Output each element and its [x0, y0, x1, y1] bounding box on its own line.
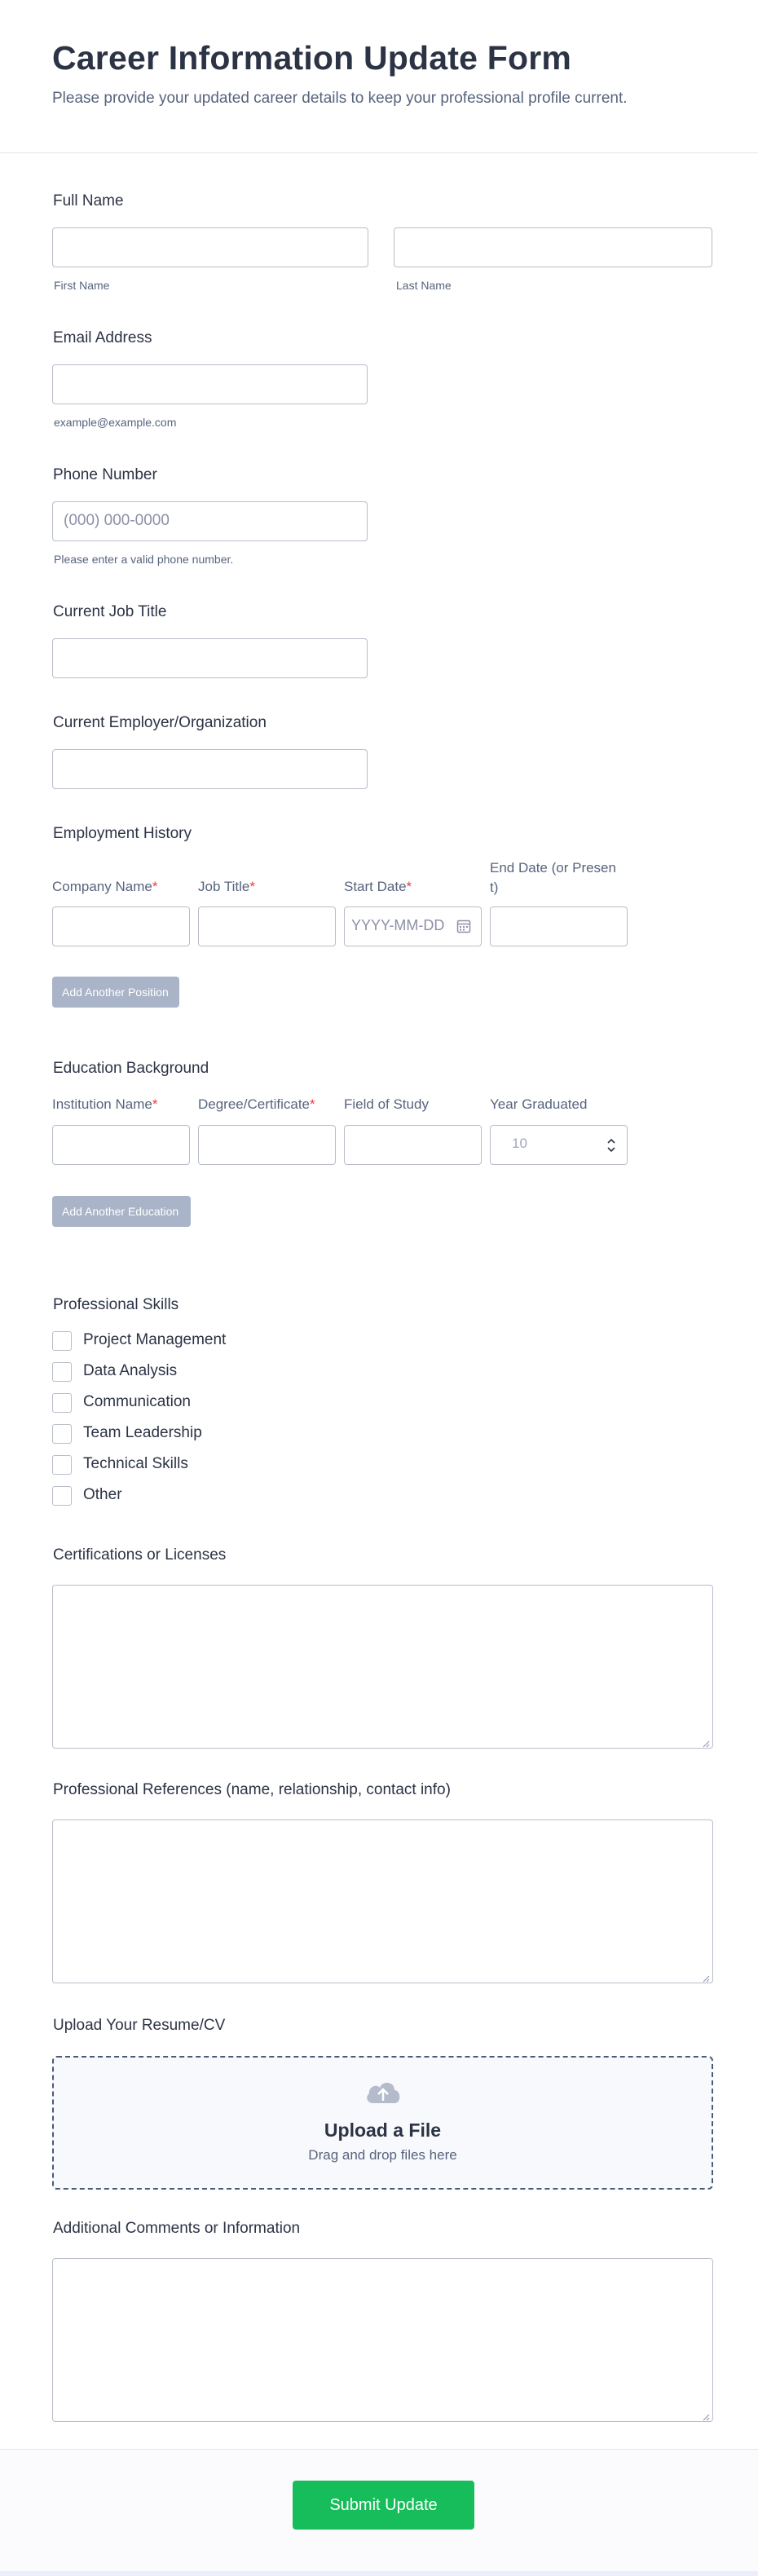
add-education-button[interactable]: Add Another Education [52, 1196, 191, 1227]
col-start-date: Start Date* [344, 879, 412, 894]
phone-placeholder: (000) 000-0000 [64, 512, 170, 529]
position-job-title-input[interactable] [198, 906, 336, 946]
col-year-graduated: Year Graduated [490, 1096, 588, 1112]
skill-checkbox[interactable] [52, 1331, 72, 1351]
institution-input[interactable] [52, 1125, 190, 1165]
col-company-name: Company Name* [52, 879, 158, 894]
skill-checkbox[interactable] [52, 1455, 72, 1475]
upload-hint: Drag and drop files here [308, 2147, 457, 2163]
comments-textarea[interactable] [52, 2258, 713, 2422]
start-date-input[interactable] [344, 906, 482, 946]
resume-label: Upload Your Resume/CV [53, 2017, 226, 2034]
skill-checkbox[interactable] [52, 1486, 72, 1506]
end-date-input[interactable] [490, 906, 628, 946]
form-footer [0, 2449, 758, 2571]
resize-handle-icon[interactable] [702, 1972, 710, 1980]
resize-handle-icon[interactable] [702, 1737, 710, 1745]
cloud-upload-icon [362, 2075, 404, 2108]
year-graduated-stepper[interactable] [490, 1125, 628, 1165]
full-name-label: Full Name [53, 192, 124, 210]
comments-label: Additional Comments or Information [53, 2220, 301, 2237]
company-name-input[interactable] [52, 906, 190, 946]
job-title-input[interactable] [52, 638, 368, 678]
last-name-input[interactable] [394, 227, 712, 267]
bottom-strip [0, 2571, 758, 2576]
field-of-study-input[interactable] [344, 1125, 482, 1165]
email-sublabel: example@example.com [54, 416, 177, 429]
first-name-input[interactable] [52, 227, 368, 267]
date-placeholder: YYYY-MM-DD [351, 917, 445, 933]
col-institution-name: Institution Name* [52, 1096, 158, 1112]
calendar-icon[interactable] [456, 919, 471, 933]
degree-input[interactable] [198, 1125, 336, 1165]
last-name-sublabel: Last Name [396, 279, 452, 292]
references-label: Professional References (name, relationship, contact info) [53, 1781, 451, 1798]
form-header [0, 0, 758, 153]
submit-button[interactable]: Submit Update [293, 2481, 474, 2530]
col-degree: Degree/Certificate* [198, 1096, 315, 1112]
education-label: Education Background [53, 1060, 209, 1077]
col-field-of-study: Field of Study [344, 1096, 429, 1112]
certifications-label: Certifications or Licenses [53, 1546, 227, 1564]
page-subtitle: Please provide your updated career details to keep your professional profile current. [52, 90, 628, 107]
skills-label: Professional Skills [53, 1296, 179, 1313]
skill-checkbox[interactable] [52, 1362, 72, 1382]
resize-handle-icon[interactable] [702, 2411, 710, 2419]
col-job-title: Job Title* [198, 879, 255, 894]
skill-checkbox[interactable] [52, 1424, 72, 1444]
add-position-button[interactable]: Add Another Position [52, 977, 179, 1008]
employer-label: Current Employer/Organization [53, 714, 267, 731]
upload-title: Upload a File [324, 2119, 442, 2141]
references-textarea[interactable] [52, 1820, 713, 1983]
stepper-arrows-icon[interactable] [606, 1136, 617, 1155]
file-upload-dropzone[interactable] [52, 2056, 713, 2190]
page-title: Career Information Update Form [52, 39, 572, 77]
skill-checkbox[interactable] [52, 1393, 72, 1413]
employment-history-label: Employment History [53, 825, 192, 842]
certifications-textarea[interactable] [52, 1585, 713, 1749]
col-end-date: End Date (or Presen t) [490, 860, 616, 895]
phone-input[interactable] [52, 501, 368, 541]
job-title-label: Current Job Title [53, 603, 167, 620]
first-name-sublabel: First Name [54, 279, 110, 292]
employer-input[interactable] [52, 749, 368, 789]
email-field[interactable] [52, 364, 368, 404]
phone-label: Phone Number [53, 466, 157, 483]
email-label: Email Address [53, 329, 152, 346]
year-placeholder: 10 [512, 1136, 527, 1151]
phone-sublabel: Please enter a valid phone number. [54, 553, 234, 566]
